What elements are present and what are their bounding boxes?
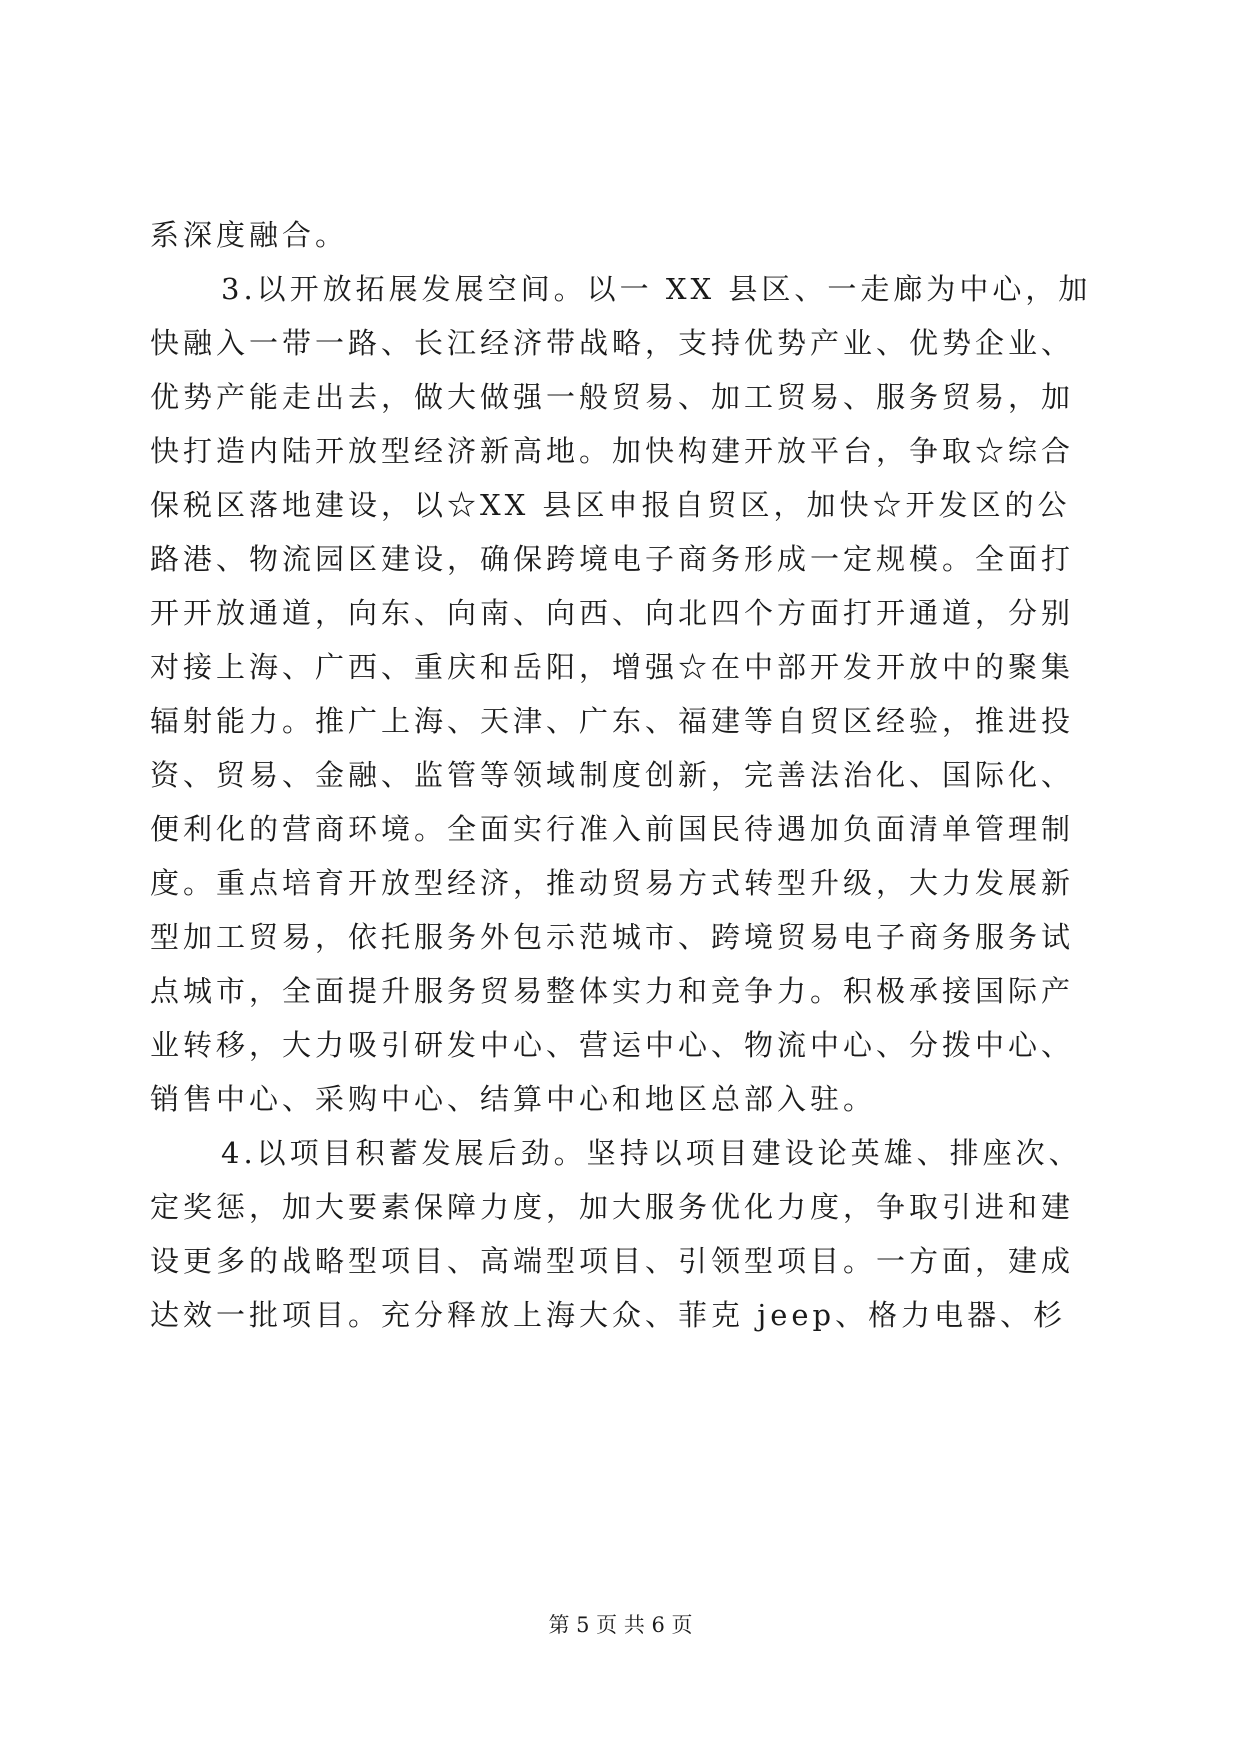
text-line: 度。重点培育开放型经济，推动贸易方式转型升级，大力发展新 (150, 866, 1075, 900)
text-line: 资、贸易、金融、监管等领域制度创新，完善法治化、国际化、 (150, 758, 1075, 792)
text-line: 对接上海、广西、重庆和岳阳，增强☆在中部开发开放中的聚集 (150, 650, 1075, 684)
text-line: 定奖惩，加大要素保障力度，加大服务优化力度，争取引进和建 (150, 1190, 1075, 1224)
text-line: 开开放通道，向东、向南、向西、向北四个方面打开通道，分别 (150, 596, 1075, 630)
text-line: 便利化的营商环境。全面实行准入前国民待遇加负面清单管理制 (150, 812, 1075, 846)
text-line: 型加工贸易，依托服务外包示范城市、跨境贸易电子商务服务试 (150, 920, 1075, 954)
text-line: 3.以开放拓展发展空间。以一 XX 县区、一走廊为中心，加 (221, 272, 1092, 306)
text-line: 4.以项目积蓄发展后劲。坚持以项目建设论英雄、排座次、 (221, 1136, 1082, 1170)
text-line: 设更多的战略型项目、高端型项目、引领型项目。一方面，建成 (150, 1244, 1075, 1278)
text-line: 快融入一带一路、长江经济带战略，支持优势产业、优势企业、 (150, 326, 1075, 360)
text-line: 业转移，大力吸引研发中心、营运中心、物流中心、分拨中心、 (150, 1028, 1075, 1062)
text-line: 辐射能力。推广上海、天津、广东、福建等自贸区经验，推进投 (150, 704, 1075, 738)
text-line: 点城市，全面提升服务贸易整体实力和竞争力。积极承接国际产 (150, 974, 1075, 1008)
text-line: 达效一批项目。充分释放上海大众、菲克 jeep、格力电器、杉 (150, 1298, 1067, 1332)
text-line: 优势产能走出去，做大做强一般贸易、加工贸易、服务贸易，加 (150, 380, 1075, 414)
text-line: 快打造内陆开放型经济新高地。加快构建开放平台，争取☆综合 (150, 434, 1075, 468)
text-line: 系深度融合。 (150, 218, 349, 252)
text-line: 路港、物流园区建设，确保跨境电子商务形成一定规模。全面打 (150, 542, 1075, 576)
text-line: 销售中心、采购中心、结算中心和地区总部入驻。 (150, 1082, 877, 1116)
page-number-footer: 第 5 页 共 6 页 (548, 1613, 693, 1637)
text-line: 保税区落地建设，以☆XX 县区申报自贸区，加快☆开发区的公 (150, 488, 1071, 522)
